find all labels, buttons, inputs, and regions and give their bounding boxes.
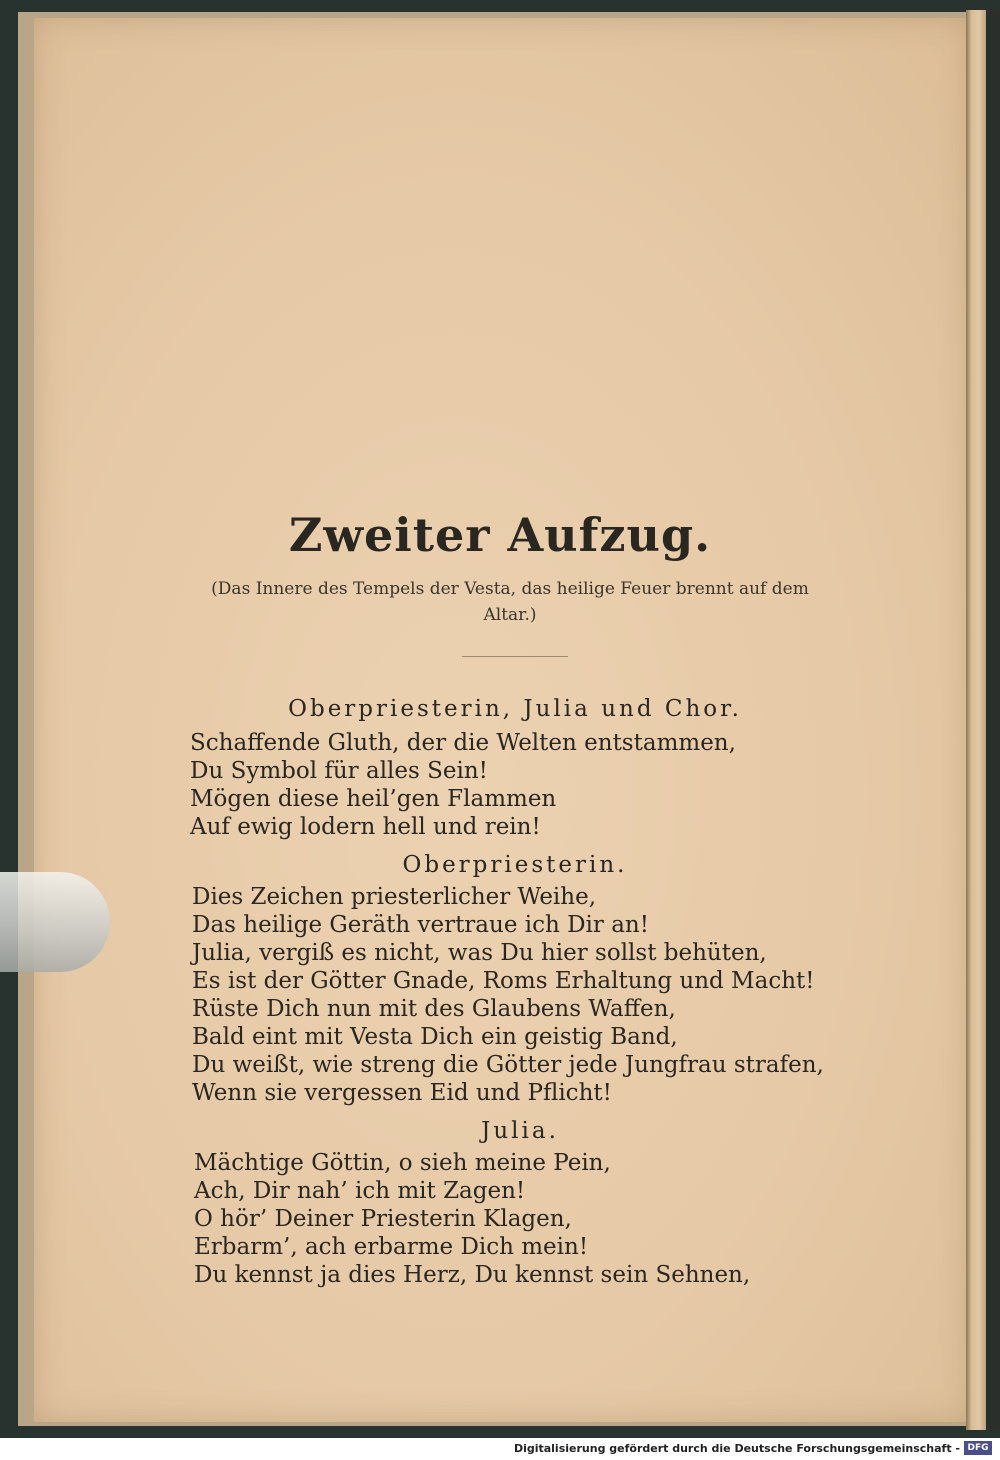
act-title: Zweiter Aufzug.: [288, 508, 712, 562]
verse-line: Du kennst ja dies Herz, Du kennst sein Sehnen,: [194, 1262, 751, 1288]
verse-line: Schaffende Gluth, der die Welten entstammen,: [190, 730, 736, 756]
verse-line: Auf ewig lodern hell und rein!: [190, 814, 541, 840]
verse-line: Du weißt, wie streng die Götter jede Jungfrau strafen,: [192, 1052, 824, 1078]
speaker-heading: Oberpriesterin.: [402, 852, 628, 878]
footer-bar: [0, 1438, 1000, 1460]
speaker-heading: Oberpriesterin, Julia und Chor.: [288, 696, 742, 722]
verse-line: Bald eint mit Vesta Dich ein geistig Band,: [192, 1024, 678, 1050]
verse-line: Mächtige Göttin, o sieh meine Pein,: [194, 1150, 611, 1176]
footer-credit: Digitalisierung gefördert durch die Deutsche Forschungsgemeinschaft -: [513, 1442, 960, 1455]
verse-line: Das heilige Geräth vertraue ich Dir an!: [192, 912, 649, 938]
verse-line: Du Symbol für alles Sein!: [190, 758, 488, 784]
plastic-clip: [0, 872, 110, 972]
verse-line: Wenn sie vergessen Eid und Pflicht!: [192, 1080, 612, 1106]
speaker-heading: Julia.: [481, 1118, 559, 1144]
verse-line: Dies Zeichen priesterlicher Weihe,: [192, 884, 597, 910]
verse-line: Julia, vergiß es nicht, was Du hier sollst behüten,: [192, 940, 767, 966]
verse-line: Mögen diese heil’gen Flammen: [190, 786, 557, 812]
spine-edge: [986, 10, 1000, 1430]
verse-line: Erbarm’, ach erbarme Dich mein!: [194, 1234, 589, 1260]
verse-line: O hör’ Deiner Priesterin Klagen,: [194, 1206, 572, 1232]
verse-line: Es ist der Götter Gnade, Roms Erhaltung und Macht!: [192, 968, 815, 994]
verse-line: Rüste Dich nun mit des Glaubens Waffen,: [192, 996, 676, 1022]
book-spine: [966, 10, 988, 1430]
dfg-logo-icon: DFG: [964, 1441, 992, 1455]
divider-rule: [462, 656, 568, 657]
stage-direction: (Das Innere des Tempels der Vesta, das heilige Feuer brennt auf dem Altar.): [211, 579, 809, 625]
verse-line: Ach, Dir nah’ ich mit Zagen!: [194, 1178, 526, 1204]
